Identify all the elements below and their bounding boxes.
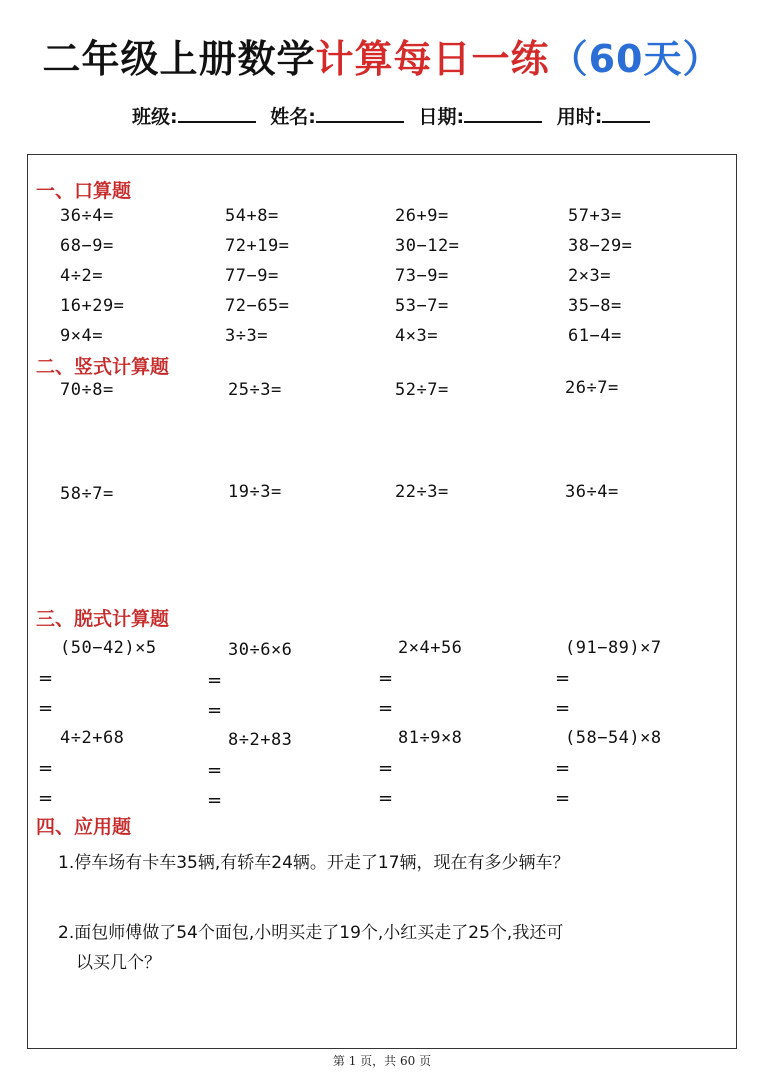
oral-problem: 3÷3= <box>225 326 268 346</box>
vertical-problem: 58÷7= <box>60 484 114 504</box>
oral-problem: 57+3= <box>568 206 622 226</box>
equals-sign: = <box>555 758 571 779</box>
equals-sign: = <box>555 698 571 719</box>
name-blank[interactable] <box>316 103 404 123</box>
vertical-problem: 36÷4= <box>565 482 619 502</box>
section-word-problems-title: 四、应用题 <box>36 816 132 838</box>
section-stepwise-title: 三、脱式计算题 <box>36 608 170 630</box>
stepwise-problem: (58−54)×8 <box>565 728 662 748</box>
stepwise-problem: 8÷2+83 <box>228 730 293 750</box>
equals-sign: = <box>207 790 223 811</box>
stepwise-problem: 30÷6×6 <box>228 640 293 660</box>
equals-sign: = <box>378 698 394 719</box>
equals-sign: = <box>207 760 223 781</box>
oral-problem: 35−8= <box>568 296 622 316</box>
vertical-problem: 22÷3= <box>395 482 449 502</box>
title-part-practice: 计算每日一练 <box>315 37 550 81</box>
vertical-problem: 52÷7= <box>395 380 449 400</box>
equals-sign: = <box>378 788 394 809</box>
oral-problem: 72+19= <box>225 236 290 256</box>
equals-sign: = <box>38 758 54 779</box>
equals-sign: = <box>555 788 571 809</box>
oral-problem: 9×4= <box>60 326 103 346</box>
oral-problem: 36÷4= <box>60 206 114 226</box>
oral-problem: 72−65= <box>225 296 290 316</box>
title-part-days: （60天） <box>549 37 722 81</box>
equals-sign: = <box>207 700 223 721</box>
oral-problem: 38−29= <box>568 236 633 256</box>
class-blank[interactable] <box>178 103 256 123</box>
time-blank[interactable] <box>602 103 650 123</box>
student-info-line <box>132 102 658 129</box>
equals-sign: = <box>38 668 54 689</box>
oral-problem: 53−7= <box>395 296 449 316</box>
date-label: 日期: <box>418 106 465 128</box>
equals-sign: = <box>378 668 394 689</box>
stepwise-problem: (50−42)×5 <box>60 638 157 658</box>
vertical-problem: 19÷3= <box>228 482 282 502</box>
oral-problem: 68−9= <box>60 236 114 256</box>
worksheet-frame <box>27 154 737 1049</box>
word-problem-2-line-2: 以买几个？ <box>76 953 161 973</box>
oral-problem: 30−12= <box>395 236 460 256</box>
section-oral-title: 一、口算题 <box>36 180 132 202</box>
class-label: 班级: <box>132 106 178 128</box>
oral-problem: 54+8= <box>225 206 279 226</box>
equals-sign: = <box>38 788 54 809</box>
equals-sign: = <box>207 670 223 691</box>
oral-problem: 77−9= <box>225 266 279 286</box>
equals-sign: = <box>38 698 54 719</box>
word-problem-2-line-1: 2.面包师傅做了54个面包,小明买走了19个,小红买走了25个,我还可 <box>58 923 564 943</box>
oral-problem: 2×3= <box>568 266 611 286</box>
oral-problem: 73−9= <box>395 266 449 286</box>
oral-problem: 26+9= <box>395 206 449 226</box>
stepwise-problem: (91−89)×7 <box>565 638 662 658</box>
vertical-problem: 70÷8= <box>60 380 114 400</box>
page-title <box>0 28 764 83</box>
oral-problem: 61−4= <box>568 326 622 346</box>
page-footer: 第 1 页，共 60 页 <box>332 1054 432 1068</box>
stepwise-problem: 81÷9×8 <box>398 728 463 748</box>
oral-problem: 16+29= <box>60 296 125 316</box>
name-label: 姓名: <box>270 106 316 128</box>
vertical-problem: 26÷7= <box>565 378 619 398</box>
word-problem-1: 1.停车场有卡车35辆,有轿车24辆。开走了17辆，现在有多少辆车？ <box>58 853 570 873</box>
title-part-grade: 二年级上册数学 <box>42 37 316 81</box>
time-label: 用时: <box>556 106 603 128</box>
oral-problem: 4÷2= <box>60 266 103 286</box>
stepwise-problem: 2×4+56 <box>398 638 463 658</box>
oral-problem: 4×3= <box>395 326 438 346</box>
equals-sign: = <box>555 668 571 689</box>
vertical-problem: 25÷3= <box>228 380 282 400</box>
date-blank[interactable] <box>464 103 542 123</box>
section-vertical-title: 二、竖式计算题 <box>36 356 170 378</box>
stepwise-problem: 4÷2+68 <box>60 728 125 748</box>
equals-sign: = <box>378 758 394 779</box>
